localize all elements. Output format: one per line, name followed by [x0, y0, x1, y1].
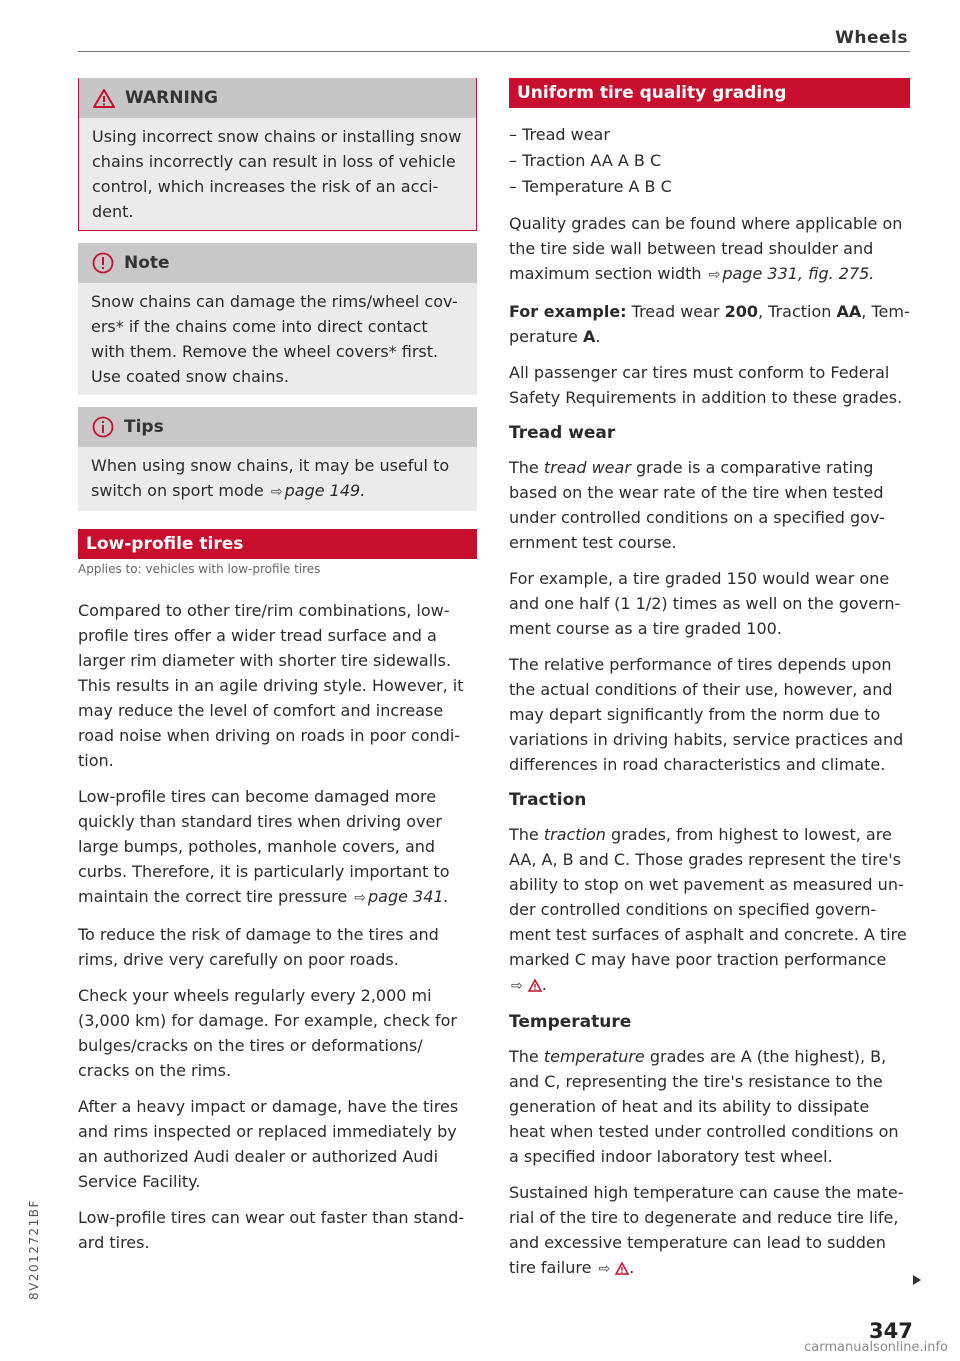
document-code: 8V2012721BF [27, 1199, 41, 1300]
reference-arrow-icon: ⇨ [708, 267, 721, 283]
grading-list [509, 122, 910, 200]
warning-body [79, 118, 476, 230]
example-paragraph: For example: Tread wear 200, Traction AA, Tem-perature A. [509, 302, 910, 346]
warning-box [78, 78, 477, 231]
warning-reference-icon[interactable] [528, 974, 542, 999]
low-profile-paragraph-1: Compared to other tire/rim combinations, low-profile tires offer a wider tread surface and a larger rim diameter with shorter tire sidewalls. This results in an agile driving style. However, it may reduce the level of comfort and increase road noise when driving on roads in poor condi-tion. [78, 601, 464, 770]
tips-title: Tips [124, 416, 164, 437]
note-text: Snow chains can damage the rims/wheel cov-ers* if the chains come into direct contact with them. Remove the wheel covers* first. Use coated snow chains. [91, 292, 458, 386]
relative-performance-paragraph: The relative performance of tires depends upon the actual conditions of their use, however, and may depart significantly from the norm due to variations in driving habits, service practices and differences in road characteristics and climate. [509, 655, 904, 774]
left-column [78, 78, 477, 1266]
reference-arrow-icon: ⇨ [270, 484, 283, 500]
page-number: 347 [869, 1319, 913, 1343]
list-item: – Tread wear [509, 125, 610, 144]
grading-paragraph-2: All passenger car tires must conform to Federal Safety Requirements in addition to these grades. [509, 363, 903, 407]
running-head: Wheels [835, 28, 908, 48]
exclamation-circle-icon [92, 252, 114, 274]
tread-wear-example-paragraph: For example, a tire graded 150 would wear one and one half (1 1/2) times as well on the govern-ment course as a tire graded 100. [509, 569, 901, 638]
reference-arrow-icon: ⇨ [598, 1261, 611, 1277]
warning-triangle-icon [93, 89, 115, 108]
header-divider [78, 51, 910, 52]
tread-wear-paragraph: The tread wear grade is a comparative rating based on the wear rate of the tire when tested under controlled conditions on a specified gov-ernment test course. [509, 458, 885, 552]
warning-text: Using incorrect snow chains or installing snow chains incorrectly can result in loss of vehicle control, which increases the risk of an acci-dent. [92, 127, 462, 221]
applies-to: Applies to: vehicles with low-profile tires [78, 562, 321, 576]
low-profile-paragraph-2: Low-profile tires can become damaged more quickly than standard tires when driving over large bumps, potholes, manhole covers, and curbs. Therefore, it is particularly important to maintain the correct tire pressure ⇨ page 341. [78, 787, 450, 906]
grading-paragraph-1: Quality grades can be found where applicable on the tire side wall between tread shoulder and maximum section width ⇨ page 331, fig. 275. [509, 214, 903, 283]
heading-traction: Traction [509, 790, 587, 810]
temperature-paragraph: The temperature grades are A (the highest), B, and C, representing the tire's resistance to the generation of heat and its ability to dissipate heat when tested under controlled conditions on a specified indoor laboratory test wheel. [509, 1047, 899, 1166]
reference-arrow-icon: ⇨ [354, 890, 366, 906]
page-331-link[interactable]: page 331, fig. 275. [722, 264, 875, 283]
info-circle-icon [92, 416, 114, 438]
low-profile-paragraph-3: To reduce the risk of damage to the tires and rims, drive very carefully on poor roads. [78, 925, 439, 969]
tips-header [78, 407, 477, 447]
heading-temperature: Temperature [509, 1012, 632, 1032]
page-341-link[interactable]: page 341. [368, 887, 449, 906]
reference-arrow-icon: ⇨ [511, 978, 523, 994]
section-title-uniform-grading: Uniform tire quality grading [509, 78, 910, 108]
warning-title: WARNING [125, 87, 218, 108]
note-header [78, 243, 477, 283]
traction-paragraph: The traction grades, from highest to lowest, are AA, A, B and C. Those grades represent the tire's ability to stop on wet pavement as measured un-der controlled conditions on specified govern-ment test surfaces of asphalt and concrete. A tire marked C may have poor traction performance ⇨ . [509, 822, 910, 999]
heading-tread-wear: Tread wear [509, 423, 616, 443]
warning-reference-icon[interactable] [615, 1257, 629, 1282]
note-title: Note [124, 252, 170, 273]
note-box [78, 243, 477, 395]
low-profile-paragraph-6: Low-profile tires can wear out faster than stand-ard tires. [78, 1208, 465, 1252]
sustained-temperature-paragraph: Sustained high temperature can cause the mate-rial of the tire to degenerate and reduce tire life, and excessive temperature can lead to sudden tire failure ⇨ . [509, 1180, 910, 1282]
tips-page-link[interactable]: page 149. [284, 481, 366, 500]
tips-text: When using snow chains, it may be useful to switch on sport mode ⇨ page 149. [91, 456, 450, 500]
note-body [78, 283, 477, 395]
list-item: – Temperature A B C [509, 177, 672, 196]
watermark: carmanualsonline.info [804, 1340, 948, 1355]
section-title-low-profile: Low-profile tires [78, 529, 477, 559]
tips-box [78, 407, 477, 511]
low-profile-paragraph-5: After a heavy impact or damage, have the tires and rims inspected or replaced immediately by an authorized Audi dealer or authorized Audi Service Facility. [78, 1097, 459, 1191]
next-page-arrow-icon[interactable] [912, 1268, 922, 1293]
tips-body [78, 447, 477, 511]
low-profile-paragraph-4: Check your wheels regularly every 2,000 mi (3,000 km) for damage. For example, check for bulges/cracks on the tires or deformations/ cracks on the rims. [78, 986, 457, 1080]
list-item: – Traction AA A B C [509, 151, 662, 170]
warning-header [79, 78, 476, 118]
right-column [509, 78, 910, 1293]
